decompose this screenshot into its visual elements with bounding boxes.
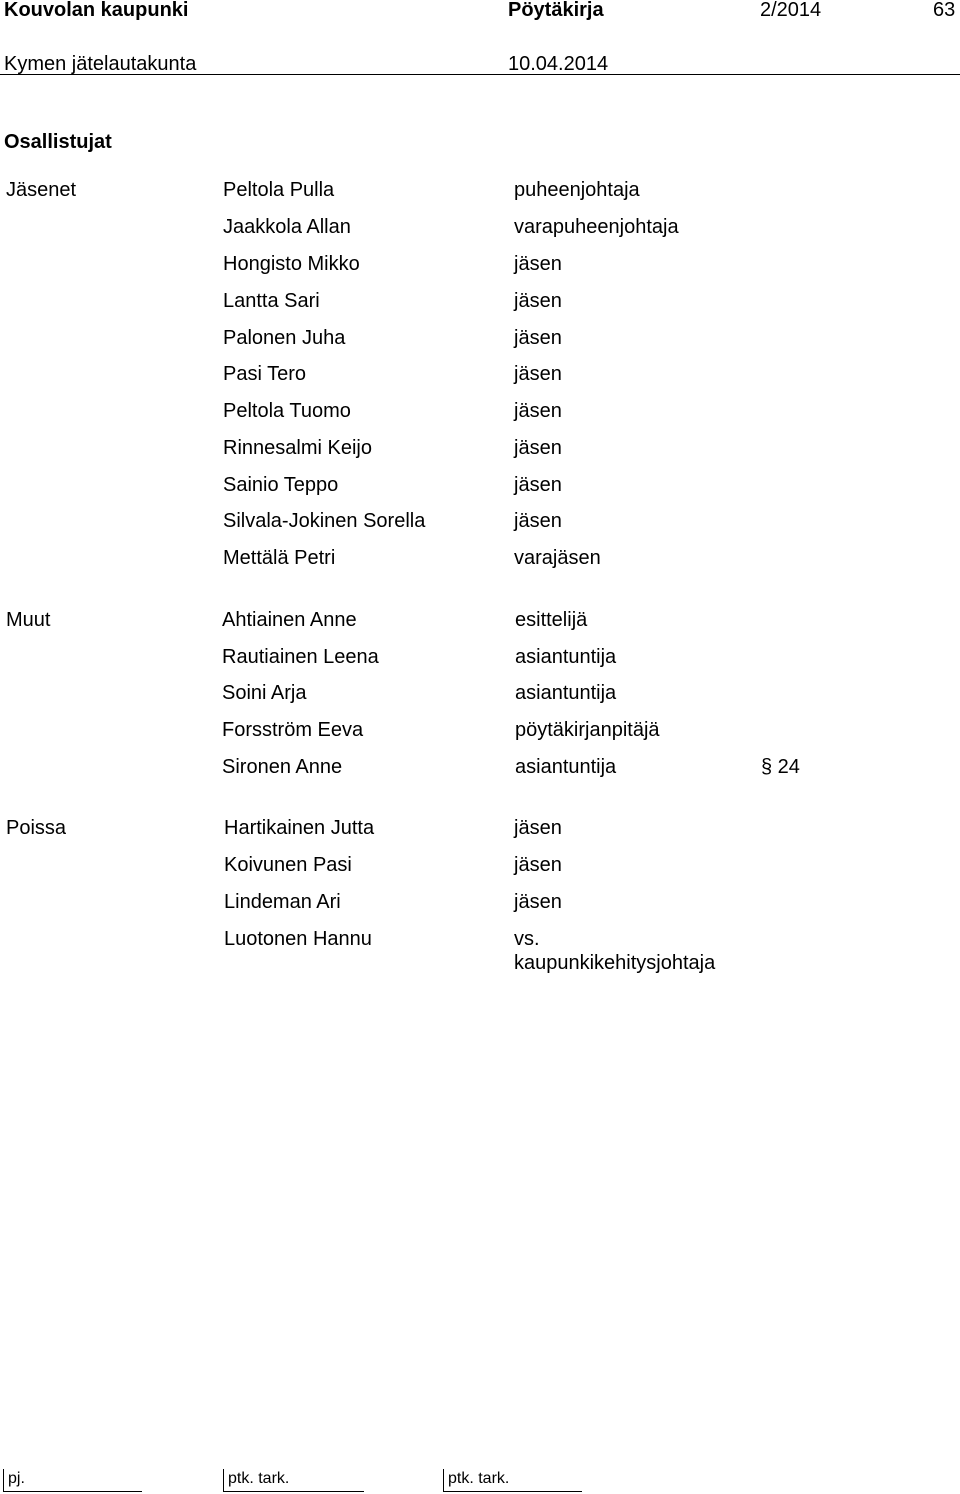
section-title: Osallistujat <box>4 131 112 153</box>
header-divider <box>0 74 960 75</box>
member-role: jäsen <box>514 290 562 312</box>
member-role: puheenjohtaja <box>514 179 640 201</box>
member-role: varapuheenjohtaja <box>514 216 679 238</box>
member-name: Jaakkola Allan <box>223 216 351 238</box>
document-number: 2/2014 <box>760 0 822 21</box>
member-name: Mettälä Petri <box>223 547 336 569</box>
absent-name: Koivunen Pasi <box>224 854 352 876</box>
member-name: Hongisto Mikko <box>223 253 360 275</box>
absent-name: Lindeman Ari <box>224 891 341 913</box>
signature-checker-1 <box>223 1469 364 1492</box>
meeting-date: 10.04.2014 <box>508 53 609 75</box>
participant-role: asiantuntija <box>515 756 617 778</box>
signature-label: pj. <box>8 1470 25 1487</box>
member-name: Silvala-Jokinen Sorella <box>223 510 426 532</box>
member-role: jäsen <box>514 510 562 532</box>
signature-checker-2 <box>443 1469 582 1492</box>
absent-name: Luotonen Hannu <box>224 928 372 950</box>
participant-name: Ahtiainen Anne <box>222 609 357 631</box>
member-role: jäsen <box>514 400 562 422</box>
member-name: Pasi Tero <box>223 363 307 385</box>
members-label: Jäsenet <box>6 179 77 201</box>
member-name: Rinnesalmi Keijo <box>223 437 372 459</box>
page-number: 63 <box>933 0 956 21</box>
member-name: Peltola Tuomo <box>223 400 351 422</box>
member-name: Peltola Pulla <box>223 179 335 201</box>
member-role: jäsen <box>514 437 562 459</box>
member-role: jäsen <box>514 363 562 385</box>
member-role: varajäsen <box>514 547 601 569</box>
participant-name: Sironen Anne <box>222 756 343 778</box>
participant-role: pöytäkirjanpitäjä <box>515 719 660 741</box>
member-name: Palonen Juha <box>223 327 346 349</box>
member-name: Sainio Teppo <box>223 474 339 496</box>
others-label: Muut <box>6 609 51 631</box>
section-reference: § 24 <box>761 756 800 778</box>
member-role: jäsen <box>514 253 562 275</box>
member-role: jäsen <box>514 327 562 349</box>
document-type: Pöytäkirja <box>508 0 604 21</box>
participant-name: Rautiainen Leena <box>222 646 379 668</box>
absent-role: jäsen <box>514 817 562 839</box>
participant-name: Forsström Eeva <box>222 719 364 741</box>
committee-name: Kymen jätelautakunta <box>4 53 197 75</box>
participant-role: asiantuntija <box>515 682 617 704</box>
signature-chairman <box>3 1469 142 1492</box>
participant-role: asiantuntija <box>515 646 617 668</box>
absent-role: jäsen <box>514 891 562 913</box>
absent-role: jäsen <box>514 854 562 876</box>
member-name: Lantta Sari <box>223 290 320 312</box>
absent-role: vs. <box>514 928 540 950</box>
absent-role-continued: kaupunkikehitysjohtaja <box>514 952 716 974</box>
member-role: jäsen <box>514 474 562 496</box>
participant-name: Soini Arja <box>222 682 307 704</box>
absent-label: Poissa <box>6 817 67 839</box>
signature-label: ptk. tark. <box>228 1470 290 1487</box>
participant-role: esittelijä <box>515 609 588 631</box>
city-name: Kouvolan kaupunki <box>4 0 189 21</box>
signature-label: ptk. tark. <box>448 1470 510 1487</box>
absent-name: Hartikainen Jutta <box>224 817 375 839</box>
